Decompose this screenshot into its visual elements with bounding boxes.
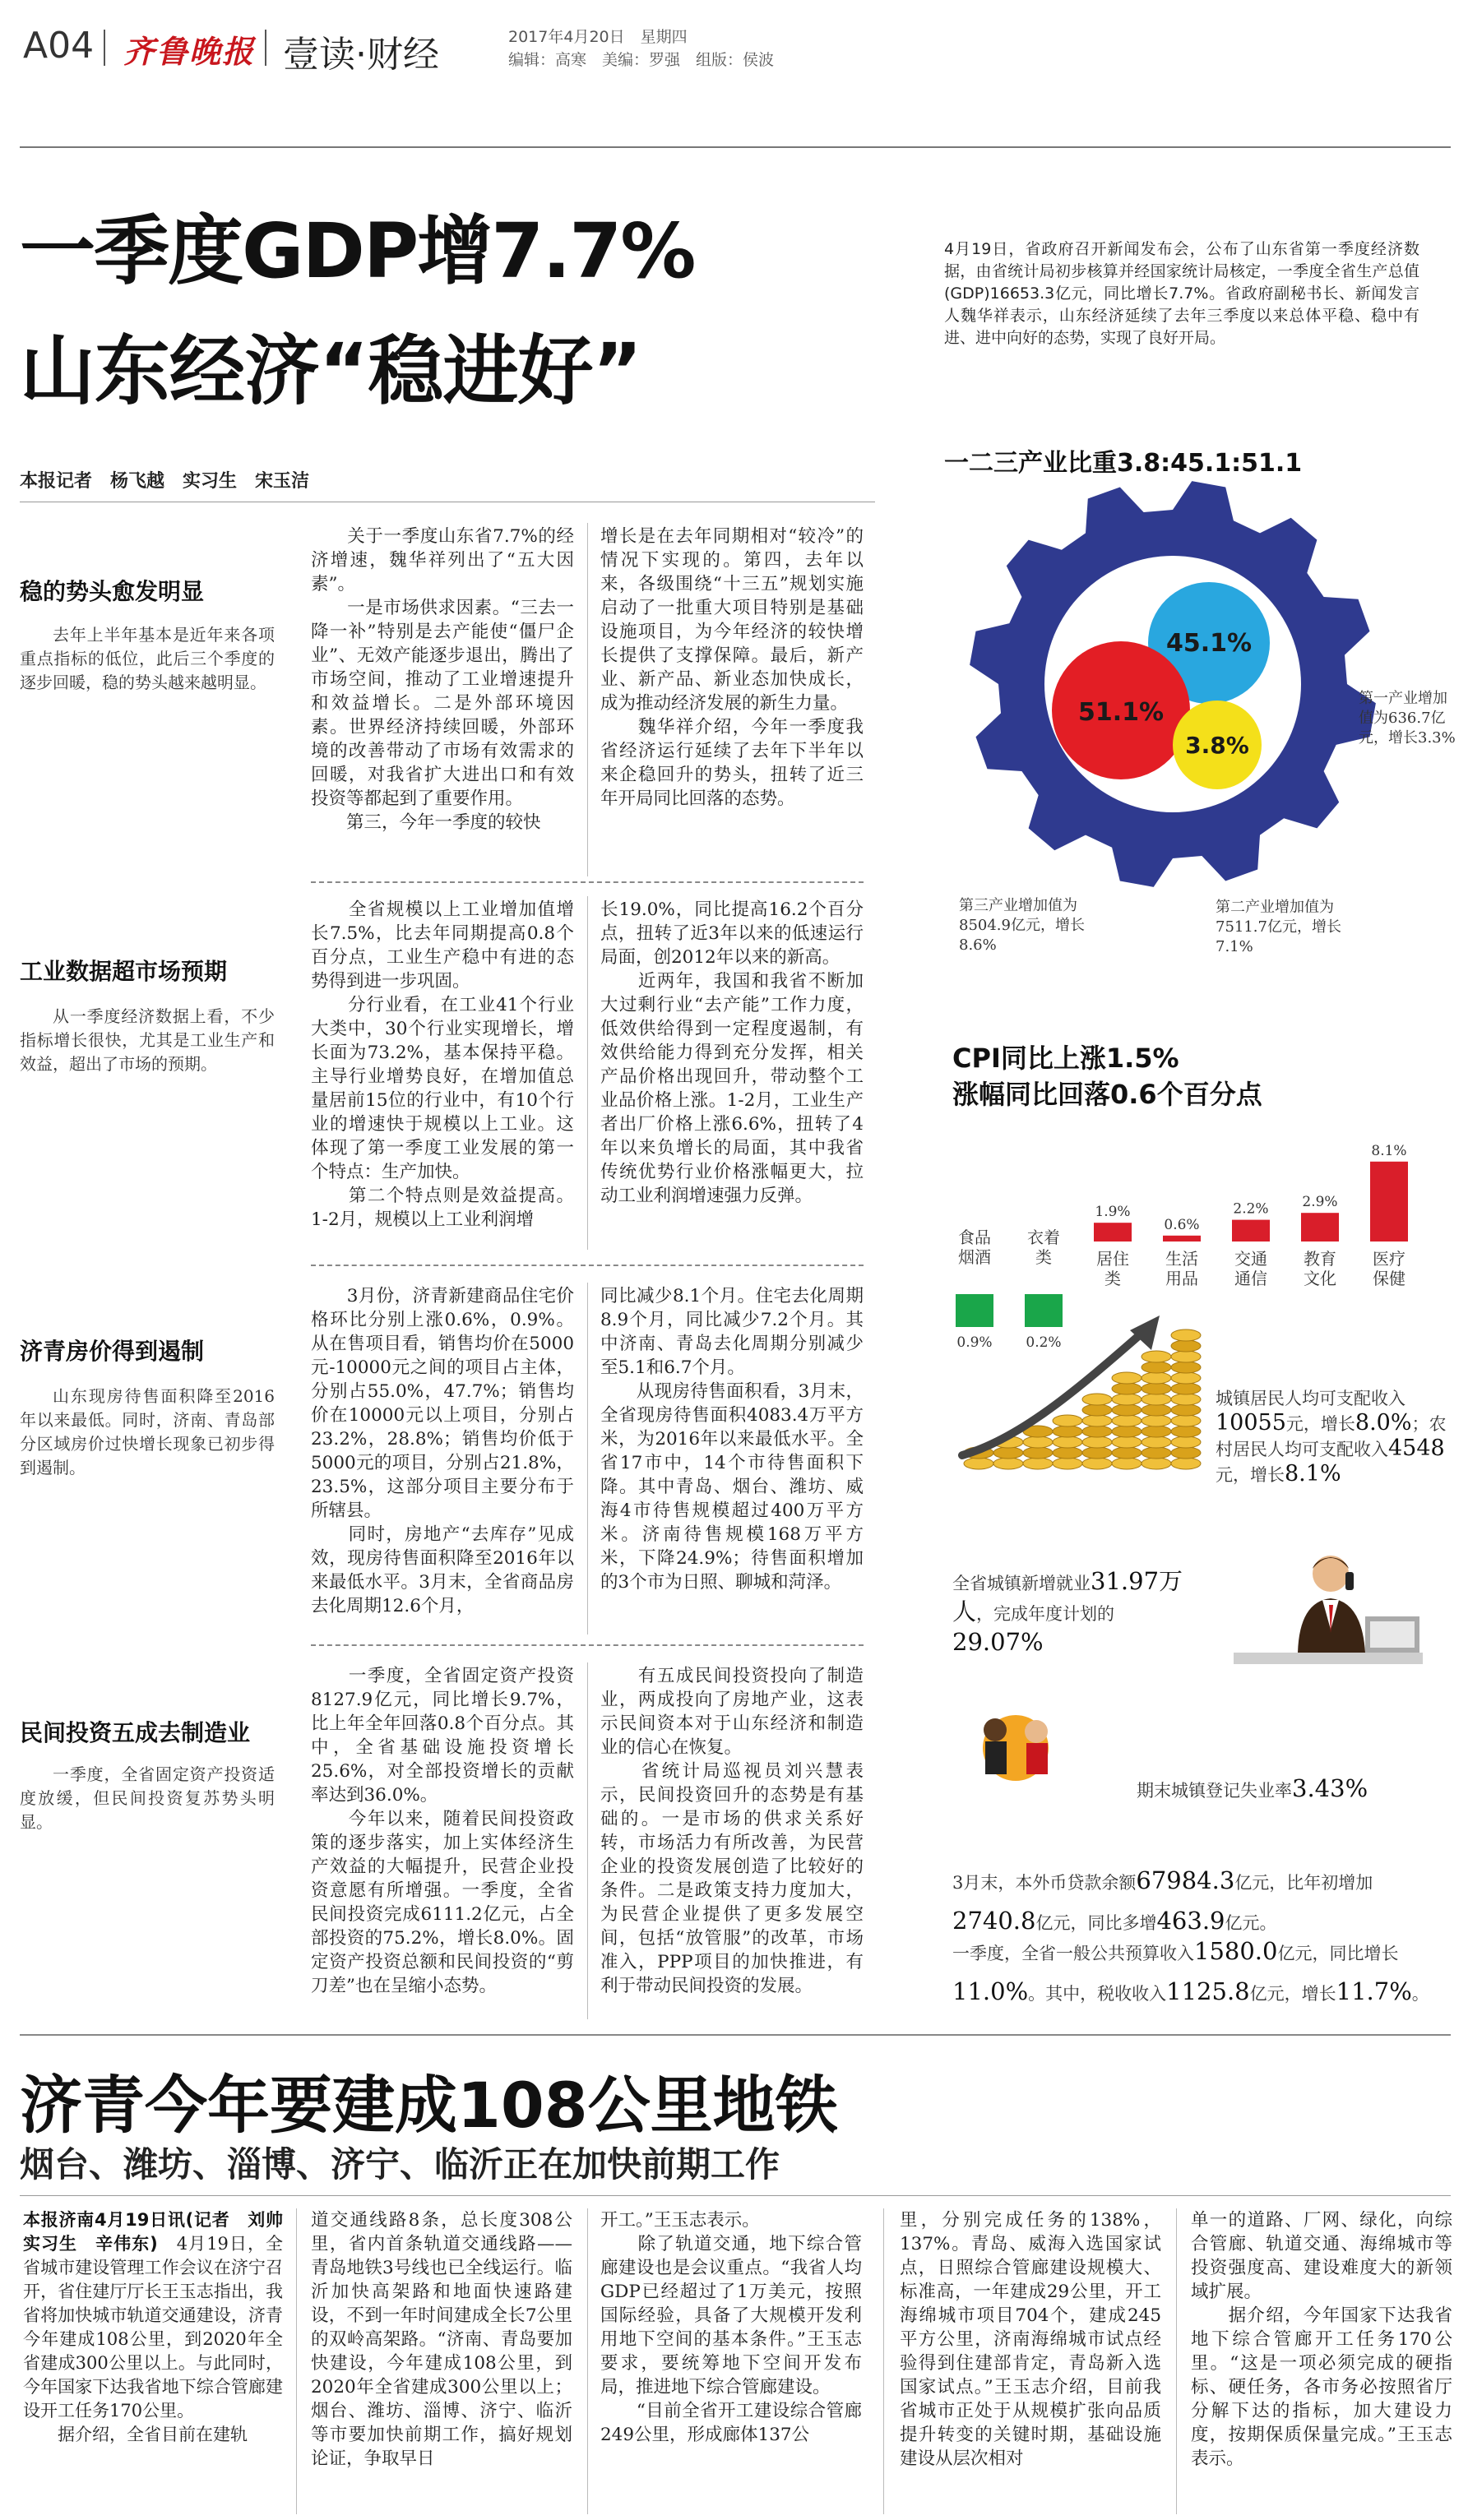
coin <box>1023 1436 1053 1448</box>
coin <box>1171 1383 1201 1394</box>
cpi-value-label: 0.6% <box>1164 1216 1200 1233</box>
tertiary-industry-note: 第三产业增加值为8504.9亿元，增长8.6% <box>959 897 1085 954</box>
revenue-text-part: 亿元，增长 <box>1249 1984 1336 2004</box>
income-text-part: ；农村居民人均可支配收入 <box>1216 1414 1447 1459</box>
column-divider <box>587 1662 588 2019</box>
coin <box>1142 1351 1171 1362</box>
growth-arrow-icon <box>962 1332 1143 1455</box>
section-2-column-2: 长19.0%，同比提高16.2个百分点，扭转了近3年以来的低速运行局面，创2012年以来的新高。 近两年，我国和我省不断加大过剩行业“去产能”工作力度，低效供给得到一定程度遏制，有效供给能力得到充分发挥，相关产品价格出现回升，带动整个工业品价格上涨。1-2月，工业生产者出厂价格上涨6.6%，扭转了4年以来负增长的局面，其中我省传统优势行业价格涨幅更大，拉动工业利润增速强力反弹。 <box>600 899 864 1206</box>
income-text-part: 元，增长 <box>1216 1465 1285 1485</box>
section-3-column-2: 同比减少8.1个月。住宅去化周期8.9个月，同比减少7.2个月。其中济南、青岛去化周期分别减少至5.1和6.7个月。 从现房待售面积看，3月末，全省现房待售面积4083.4万平方米，为2016年以来最低水平。全省17市中，14个市待售面积下降。其中青岛、烟台、潍坊、威海4市待售规模超过400万平方米。济南待售规模168万平方米，下降24.9%；待售面积增加的3个市为日照、聊城和菏泽。 <box>600 1286 864 1593</box>
cpi-value-label: 0.2% <box>1026 1334 1062 1351</box>
main-headline-line1: 一季度GDP增7.7% <box>20 207 695 295</box>
coin <box>1082 1447 1112 1459</box>
cpi-category-label: 食品 <box>958 1228 991 1247</box>
cpi-value-label: 8.1% <box>1371 1142 1407 1159</box>
primary-industry-note: 第一产业增加值为636.7亿元，增长3.3% <box>1359 690 1456 747</box>
revenue-text-part: 。其中，税收收入 <box>1028 1984 1167 2004</box>
unemployment-label: 期末城镇登记失业率 <box>1137 1781 1292 1801</box>
coin <box>1053 1458 1082 1469</box>
coin <box>1082 1426 1112 1437</box>
section-summary-4: 一季度，全省固定资产投资适度放缓，但民间投资复苏势头明显。 <box>20 1764 275 1832</box>
section-3-column-1: 3月份，济青新建商品住宅价格环比分别上涨0.6%，0.9%。从在售项目看，销售均价在5000元-10000元之间的项目占主体，分别占55.0%，47.7%；销售均价在10000元以上项目，分别占23.2%，28.8%；销售均价低于5000元的项目，分别占21.8%，23.5%，这部分项目主要分布于所辖县。 同时，房地产“去库存”见成效，现房待售面积降至2016年以来最低水平。3月末，全省商品房去化周期12.6个月， <box>311 1286 574 1616</box>
coin <box>1082 1415 1112 1426</box>
coin <box>1053 1436 1082 1448</box>
section-1-column-2: 增长是在去年同期相对“较冷”的情况下实现的。第四，去年以来，各级围绕“十三五”规划实施启动了一批重大项目特别是基础设施项目，为今年经济的较快增长提供了支撑保障。最后，新产业、新产品、新业态加快成长，成为推动经济发展的新生力量。 魏华祥介绍，今年一季度我省经济运行延续了去年下半年以来企稳回升的势头，扭转了近三年开局同比回落的态势。 <box>600 526 864 809</box>
primary-share-label: 3.8% <box>1185 732 1249 759</box>
column-divider <box>587 523 588 876</box>
cpi-bar <box>1301 1213 1339 1242</box>
subway-column-2: 道交通线路8条，总长度308公里，省内首条轨道交通线路——青岛地铁3号线也已全线运行。临沂加快高架路和地面快速路建设，不到一年时间建成全长7公里的双岭高架路。“济南、青岛要加快建设，今年建成108公里，到2020年全省建成300公里以上；烟台、潍坊、淄博、济宁、临沂等市要加快前期工作，搞好规划论证，争取早日 <box>311 2210 572 2469</box>
coin <box>993 1447 1023 1459</box>
revenue-text-part: 一季度，全省一般公共预算收入 <box>952 1944 1194 1963</box>
coin <box>1112 1415 1142 1426</box>
story-separator <box>20 2034 1451 2036</box>
byline: 本报记者 杨飞越 实习生 宋玉洁 <box>20 471 310 492</box>
masthead-divider <box>104 30 105 66</box>
coin <box>1171 1415 1201 1426</box>
coin <box>1142 1436 1171 1448</box>
loan-text-part: 亿元，比年初增加 <box>1234 1873 1373 1893</box>
cpi-category-label: 类 <box>1035 1247 1052 1267</box>
editors-line: 编辑：高寒 美编：罗强 组版：侯波 <box>508 51 775 69</box>
section-divider <box>311 1644 864 1646</box>
coin <box>1142 1426 1171 1437</box>
column-divider <box>296 2208 297 2514</box>
coin <box>1171 1458 1201 1469</box>
coin-growth-graphic <box>954 1299 1225 1488</box>
coin <box>1023 1447 1053 1459</box>
secondary-industry-note: 第二产业增加值为7511.7亿元，增长7.1% <box>1216 899 1341 955</box>
coin <box>1023 1458 1053 1469</box>
public-revenue-growth: 11.0% <box>952 1977 1029 2005</box>
column-divider <box>1176 2208 1177 2514</box>
jobs-plan-ratio: 29.07% <box>952 1628 1044 1656</box>
jobs-text <box>952 1567 1199 1658</box>
cpi-bar <box>1370 1162 1408 1242</box>
loan-increase: 2740.8 <box>952 1907 1036 1935</box>
section-summary-2: 从一季度经济数据上看，不少指标增长很快，尤其是工业生产和效益，超出了市场的预期。 <box>20 1006 275 1074</box>
issue-date: 2017年4月20日 星期四 <box>508 28 688 46</box>
column-divider <box>883 2208 884 2514</box>
cpi-value-label: 2.2% <box>1233 1200 1269 1218</box>
section-divider <box>311 1265 864 1266</box>
people-illustration <box>954 1690 1077 1781</box>
subway-headline: 济青今年要建成108公里地铁 <box>20 2069 838 2142</box>
cpi-category-label: 用品 <box>1165 1269 1198 1288</box>
coin <box>1171 1329 1201 1341</box>
subway-dateline: 本报济南4月19日讯(记者 刘帅 实习生 辛伟东) <box>23 2210 300 2254</box>
lead-paragraph: 4月19日，省政府召开新闻发布会，公布了山东省第一季度经济数据，由省统计局初步核算并经国家统计局核定，一季度全省生产总值(GDP)16653.3亿元，同比增长7.7%。省政府副秘书长、新闻发言人魏华祥表示，山东经济延续了去年三季度以来总体平稳、稳中有进、进中向好的态势，实现了良好开局。 <box>944 240 1419 347</box>
unemployment-text <box>1137 1774 1449 1802</box>
section-title-4: 民间投资五成去制造业 <box>20 1719 251 1746</box>
section-divider <box>311 881 864 883</box>
coin <box>964 1458 993 1469</box>
revenue-text <box>952 1932 1456 2013</box>
cpi-bar <box>1094 1223 1132 1242</box>
section-summary-1: 去年上半年基本是近年来各项重点指标的低位，此后三个季度的逐步回暖，稳的势头越来越明显。 <box>20 625 275 692</box>
coin <box>1053 1415 1082 1426</box>
businessman-phone-illustration <box>1234 1547 1423 1687</box>
coin <box>1171 1404 1201 1416</box>
main-headline-line2: 山东经济“稳进好” <box>20 327 641 415</box>
cpi-bar <box>1163 1236 1201 1242</box>
urban-income-value: 10055 <box>1216 1410 1286 1436</box>
tax-revenue: 1125.8 <box>1166 1977 1250 2005</box>
coin <box>1171 1394 1201 1405</box>
coin <box>1112 1404 1142 1416</box>
coin <box>1082 1436 1112 1448</box>
revenue-text-part: 亿元，同比增长 <box>1277 1944 1399 1963</box>
rural-income-growth: 8.1% <box>1285 1461 1341 1487</box>
coin <box>1142 1404 1171 1416</box>
loan-text-part: 3月末，本外币贷款余额 <box>952 1873 1137 1893</box>
paper-logo: 齐鲁晚报 <box>123 33 256 70</box>
coin <box>1171 1447 1201 1459</box>
cpi-bar <box>1232 1220 1270 1242</box>
column-divider <box>587 1283 588 1635</box>
coin <box>1112 1383 1142 1394</box>
coin <box>1112 1372 1142 1384</box>
cpi-title-line2: 涨幅同比回落0.6个百分点 <box>952 1079 1262 1110</box>
cpi-category-label: 文化 <box>1304 1269 1336 1288</box>
cpi-category-label: 教育 <box>1304 1249 1336 1269</box>
urban-income-growth: 8.0% <box>1355 1410 1412 1436</box>
page-code: A04 <box>23 25 95 67</box>
income-text-part: 城镇居民人均可支配收入 <box>1216 1389 1405 1408</box>
coin <box>1082 1394 1112 1405</box>
coin <box>1142 1383 1171 1394</box>
new-jobs-value: 31.97万人 <box>952 1567 1183 1625</box>
cpi-category-label: 生活 <box>1165 1249 1198 1269</box>
revenue-text-part: 。 <box>1411 1984 1429 2004</box>
cpi-category-label: 衣着 <box>1027 1228 1060 1247</box>
subway-column-3: 开工。”王玉志表示。 除了轨道交通，地下综合管廊建设也是会议重点。“我省人均GDP已经超过了1万美元，按照国际经验，具备了大规模开发利用地下空间的基本条件。”王玉志要求，要统筹地下空间开发布局，推进地下综合管廊建设。 “目前全省开工建设综合管廊249公里，形成廊体137公 <box>600 2210 862 2445</box>
cpi-value-label: 1.9% <box>1095 1204 1131 1221</box>
secondary-share-label: 51.1% <box>1077 698 1165 727</box>
subway-rule <box>20 2195 1451 2196</box>
cpi-category-label: 类 <box>1104 1269 1121 1288</box>
coin <box>1112 1394 1142 1405</box>
coin <box>1171 1372 1201 1384</box>
coin <box>1112 1458 1142 1469</box>
cpi-category-label: 通信 <box>1234 1269 1267 1288</box>
jobs-text-part: ，完成年度计划的 <box>976 1604 1115 1624</box>
coin <box>1171 1426 1201 1437</box>
coin <box>1053 1426 1082 1437</box>
cpi-value-label: 0.9% <box>956 1334 993 1351</box>
coin <box>1171 1362 1201 1373</box>
coin-stacks-icon <box>964 1329 1201 1469</box>
coin <box>1171 1436 1201 1448</box>
tertiary-share-label: 45.1% <box>1165 629 1253 658</box>
cpi-category-label: 烟酒 <box>958 1247 991 1267</box>
cpi-category-label: 交通 <box>1234 1249 1267 1269</box>
loan-text-part: 亿元。 <box>1225 1913 1277 1933</box>
section-title-1: 稳的势头愈发明显 <box>20 578 205 605</box>
section-2-column-1: 全省规模以上工业增加值增长7.5%，比去年同期提高0.8个百分点，工业生产稳中有进的态势得到进一步巩固。 分行业看，在工业41个行业大类中，30个行业实现增长，增长面为73.2%，基本保持平稳。主导行业增势良好，在增加值总量居前15位的行业中，有10个行业的增速快于规模以上工业。这体现了第一季度工业发展的第一个特点：生产加快。 第二个特点则是效益提高。1-2月，规模以上工业利润增 <box>311 899 574 1230</box>
section-name: 壹读·财经 <box>283 34 439 76</box>
jobs-text-part: 全省城镇新增就业 <box>952 1574 1091 1593</box>
subway-subhead: 烟台、潍坊、淄博、济宁、临沂正在加快前期工作 <box>20 2144 780 2185</box>
income-text <box>1216 1386 1456 1487</box>
section-1-column-1: 关于一季度山东省7.7%的经济增速，魏华祥列出了“五大因素”。 一是市场供求因素。“三去一降一补”特别是去产能使“僵尸企业”、无效产能逐步退出，腾出了市场空间，推动了工业增速提升和效益增长。二是外部环境因素。世界经济持续回暖，外部环境的改善带动了市场有效需求的回暖，对我省扩大进出口和有效投资等都起到了重要作用。 第三，今年一季度的较快 <box>311 526 574 833</box>
coin <box>1082 1458 1112 1469</box>
cpi-category-label: 保健 <box>1373 1269 1405 1288</box>
income-text-part: 元，增长 <box>1285 1414 1355 1434</box>
subway-column-1 <box>23 2208 300 2514</box>
masthead-divider <box>265 30 266 66</box>
cpi-category-label: 医疗 <box>1373 1249 1405 1269</box>
section-summary-3: 山东现房待售面积降至2016年以来最低。同时，济南、青岛部分区域房价过快增长现象已初步得到遏制。 <box>20 1386 275 1477</box>
public-revenue: 1580.0 <box>1194 1937 1278 1965</box>
loan-text <box>952 1861 1456 1942</box>
cpi-title-line1: CPI同比上涨1.5% <box>952 1043 1179 1074</box>
coin <box>1171 1351 1201 1362</box>
coin <box>1142 1394 1171 1405</box>
loan-text-part: 亿元，同比多增 <box>1035 1913 1157 1933</box>
loan-balance: 67984.3 <box>1136 1866 1235 1894</box>
coin <box>1142 1362 1171 1373</box>
coin <box>993 1458 1023 1469</box>
coin <box>1142 1458 1171 1469</box>
column-divider <box>587 896 588 1250</box>
coin <box>1142 1415 1171 1426</box>
coin <box>1112 1426 1142 1437</box>
coin <box>1053 1447 1082 1459</box>
coin <box>1112 1436 1142 1448</box>
subway-column-5: 单一的道路、厂网、绿化，向综合管廊、轨道交通、海绵城市等投资强度高、建设难度大的新领域扩展。 据介绍，今年国家下达我省地下综合管廊开工任务170公里。“这是一项必须完成的硬指标、硬任务，各市务必按照省厅分解下达的指标，加大建设力度，按期保质保量完成。”王玉志表示。 <box>1191 2210 1452 2469</box>
coin <box>1082 1404 1112 1416</box>
coin <box>1112 1447 1142 1459</box>
cpi-value-label: 2.9% <box>1302 1194 1338 1211</box>
loan-extra: 463.9 <box>1156 1907 1225 1935</box>
subway-column-text: 4月19日，全省城市建设管理工作会议在济宁召开，省住建厅厅长王玉志指出，我省将加快城市轨道交通建设，济青今年建成108公里，到2020年全省建成300公里以上。与此同时，今年国家下达我省地下综合管廊建设开工任务170公里。 据介绍，全省目前在建轨 <box>23 2234 283 2444</box>
coin <box>1142 1447 1171 1459</box>
section-title-2: 工业数据超市场预期 <box>20 958 228 985</box>
coin <box>1142 1372 1171 1384</box>
section-title-3: 济青房价得到遏制 <box>20 1338 205 1365</box>
subway-column-4: 里，分别完成任务的138%，137%。青岛、威海入选国家试点，日照综合管廊建设规模大、标准高，一年建成29公里，开工海绵城市项目704个，建成245平方公里，济南海绵城市试点经验得到住建部肯定，青岛新入选国家试点。”王玉志介绍，目前我省城市正处于从规模扩张向品质提升转变的关键时期，基础设施建设从层次相对 <box>900 2210 1161 2469</box>
cpi-category-label: 居住 <box>1096 1249 1129 1269</box>
section-4-column-2: 有五成民间投资投向了制造业，两成投向了房地产业，这表示民间资本对于山东经济和制造业的信心在恢复。 省统计局巡视员刘兴慧表示，民间投资回升的态势是有基础的。一是市场的供求关系好转，市场活力有所改善，为民营企业的投资发展创造了比较好的条件。二是政策支持力度加大，为民营企业提供了更多发展空间，包括“放管服”的改革，市场准入，PPP项目的加快推进，有利于带动民间投资的发展。 <box>600 1666 864 1996</box>
tax-revenue-growth: 11.7% <box>1336 1977 1412 2005</box>
section-4-column-1: 一季度，全省固定资产投资8127.9亿元，同比增长9.7%，比上年全年回落0.8个百分点。其中，全省基础设施投资增长25.6%，对全部投资增长的贡献率达到36.0%。 今年以来，随着民间投资政策的逐步落实，加上实体经济生产效益的大幅提升，民营企业投资意愿有所增强。一季度，全省民间投资完成6111.2亿元，占全部投资的75.2%，增长8.0%。固定资产投资总额和民间投资的“剪刀差”也在呈缩小态势。 <box>311 1666 574 1996</box>
masthead-rule <box>20 146 1451 148</box>
industry-title: 一二三产业比重3.8:45.1:51.1 <box>944 449 1303 478</box>
rural-income-value: 4548 <box>1388 1436 1445 1461</box>
coin <box>1171 1340 1201 1352</box>
unemployment-rate: 3.43% <box>1292 1774 1368 1802</box>
column-divider <box>587 2208 588 2514</box>
